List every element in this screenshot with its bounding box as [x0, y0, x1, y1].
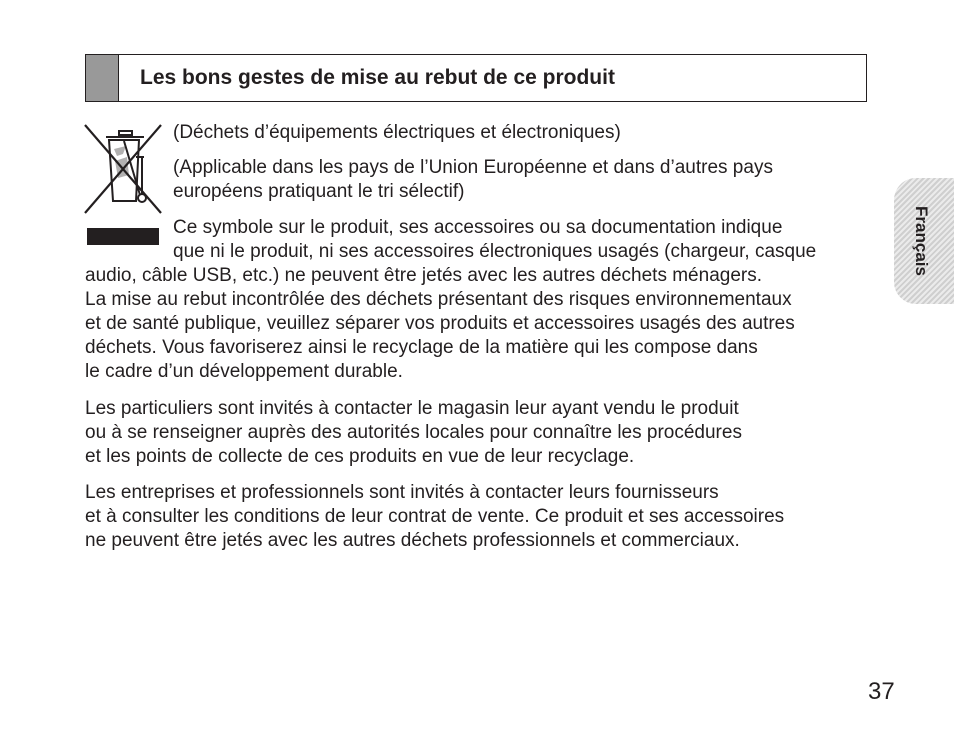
paragraph-2-line: Les particuliers sont invités à contacter le magasin leur ayant vendu le produit — [85, 398, 739, 419]
paragraph-1-line: que ni le produit, ni ses accessoires électroniques usagés (chargeur, casque — [173, 241, 817, 262]
section-title: Les bons gestes de mise au rebut de ce produit — [140, 66, 615, 89]
paragraph-1-line: La mise au rebut incontrôlée des déchets présentant des risques environnementaux — [85, 289, 792, 310]
paragraph-1-line: déchets. Vous favoriserez ainsi le recyclage de la matière qui les compose dans — [85, 337, 758, 358]
paragraph-3 — [85, 481, 784, 553]
intro-line-2: (Applicable dans les pays de l’Union Européenne et dans d’autres pays — [173, 157, 773, 178]
intro-block — [173, 156, 773, 204]
paragraph-1-line: Ce symbole sur le produit, ses accessoires ou sa documentation indique — [173, 217, 783, 238]
paragraph-2-line: ou à se renseigner auprès des autorités locales pour connaître les procédures — [85, 422, 742, 443]
paragraph-1-line: le cadre d’un développement durable. — [85, 361, 403, 382]
language-tab-label: Français — [912, 206, 931, 276]
paragraph-1-continued — [85, 264, 795, 384]
header-accent-block — [86, 55, 119, 101]
paragraph-3-line: et à consulter les conditions de leur contrat de vente. Ce produit et ses accessoires — [85, 506, 785, 527]
paragraph-3-line: Les entreprises et professionnels sont invités à contacter leurs fournisseurs — [85, 482, 719, 503]
paragraph-1-line: et de santé publique, veuillez séparer vos produits et accessoires usagés des autres — [85, 313, 795, 334]
paragraph-3-line: ne peuvent être jetés avec les autres déchets professionnels et commerciaux. — [85, 530, 740, 551]
paragraph-1 — [173, 216, 816, 264]
paragraph-2-line: et les points de collecte de ces produits en vue de leur recyclage. — [85, 446, 635, 467]
paragraph-1-line: audio, câble USB, etc.) ne peuvent être jetés avec les autres déchets ménagers. — [85, 265, 762, 286]
crossed-out-wheelie-bin-icon — [84, 123, 162, 248]
paragraph-2 — [85, 397, 742, 469]
page-number: 37 — [868, 678, 895, 705]
section-header — [85, 54, 867, 102]
intro-line-1: (Déchets d’équipements électriques et électroniques) — [173, 122, 621, 143]
intro-line-3: européens pratiquant le tri sélectif) — [173, 181, 465, 202]
